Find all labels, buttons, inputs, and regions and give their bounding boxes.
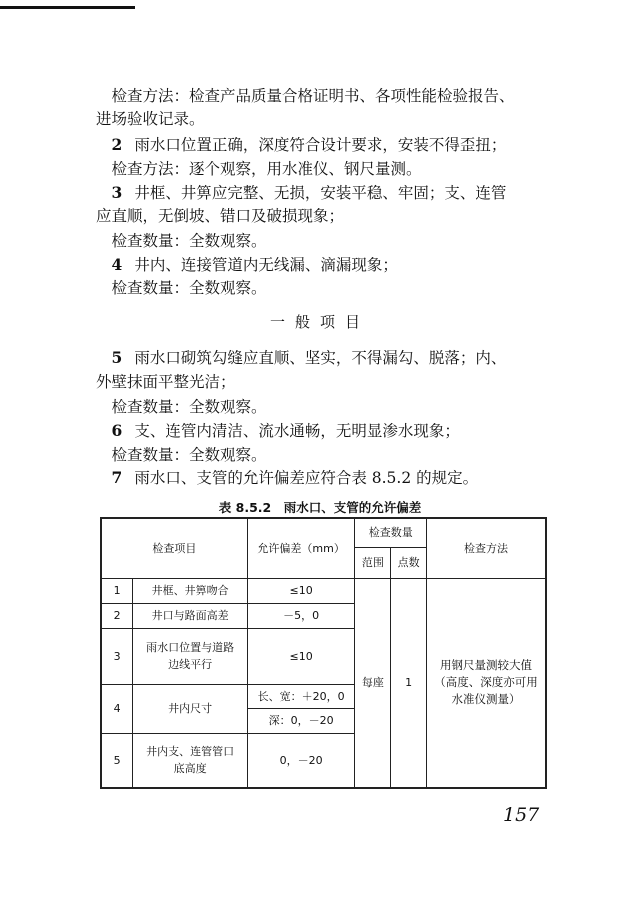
paragraph: 检查数量：全数观察。 [111,232,267,250]
paragraph: 6 支、连管内清洁、流水通畅，无明显渗水现象； [111,421,460,440]
header-range: 范围 [355,547,391,578]
paragraph: 2 雨水口位置正确，深度符合设计要求，安装不得歪扭； [111,135,507,154]
item-number: 7 [111,468,123,487]
row-number: 5 [101,733,133,788]
row-item: 井内尺寸 [133,684,248,733]
paragraph: 检查方法：检查产品质量合格证明书、各项性能检验报告、 [111,87,515,105]
section-heading: 一般项目 [269,313,370,331]
paragraph: 检查数量：全数观察。 [111,279,267,297]
row-tolerance: ≤10 [247,578,355,603]
paragraph: 进场验收记录。 [96,110,205,128]
row-tolerance: 0，－20 [247,733,355,788]
row-tolerance: ≤10 [247,628,355,684]
header-quantity: 检查数量 [355,518,427,547]
row-item: 井内支、连管管口底高度 [133,733,248,788]
item-number: 3 [111,183,123,202]
table-header-row [101,518,546,547]
points-value: 1 [391,578,427,788]
header-item: 检查项目 [101,518,247,578]
item-number: 5 [111,348,123,367]
paragraph: 外壁抹面平整光洁； [96,373,236,391]
method-value: 用钢尺量测较大值（高度、深度亦可用水准仪测量） [427,578,546,788]
table-caption: 表 8.5.2 雨水口、支管的允许偏差 [218,500,422,515]
row-tolerance: 长、宽：＋20，0 [247,684,355,708]
paragraph: 检查数量：全数观察。 [111,446,267,464]
row-item: 井口与路面高差 [133,603,248,628]
header-rule [0,6,135,9]
item-number: 2 [111,135,123,154]
paragraph: 4 井内、连接管道内无线漏、滴漏现象； [111,255,398,274]
row-tolerance: 深：0，－20 [247,708,355,733]
row-number: 2 [101,603,133,628]
row-number: 3 [101,628,133,684]
row-tolerance: －5，0 [247,603,355,628]
paragraph: 检查数量：全数观察。 [111,398,267,416]
item-number: 4 [111,255,123,274]
row-number: 1 [101,578,133,603]
range-value: 每座 [355,578,391,788]
paragraph: 检查方法：逐个观察，用水准仪、钢尺量测。 [111,160,422,178]
header-tolerance: 允许偏差（mm） [247,518,355,578]
paragraph: 7 雨水口、支管的允许偏差应符合表 8.5.2 的规定。 [111,468,479,487]
paragraph: 应直顺，无倒坡、错口及破损现象； [96,207,345,225]
page-number: 157 [503,804,540,826]
paragraph: 3 井框、井箅应完整、无损，安装平稳、牢固；支、连管 [111,183,507,202]
row-item: 雨水口位置与道路边线平行 [133,628,248,684]
table-row [101,578,546,603]
header-points: 点数 [391,547,427,578]
item-number: 6 [111,421,123,440]
paragraph: 5 雨水口砌筑勾缝应直顺、坚实，不得漏勾、脱落；内、 [111,348,507,367]
row-number: 4 [101,684,133,733]
header-method: 检查方法 [427,518,546,578]
tolerance-table [100,517,547,789]
row-item: 井框、井箅吻合 [133,578,248,603]
